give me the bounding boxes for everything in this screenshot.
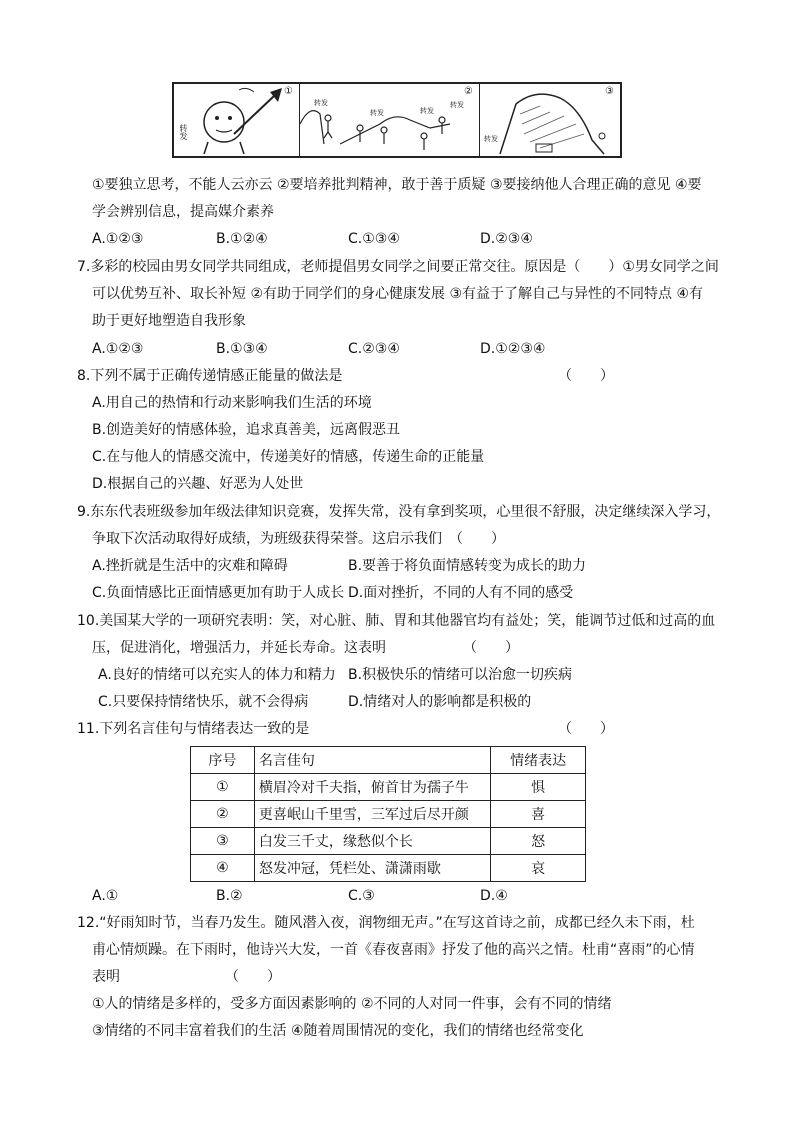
q7-stem-line-2: 可以优势互补、取长补短 ②有助于同学们的身心健康发展 ③有益于了解自己与异性的不同特点 ④有 [92, 286, 704, 302]
comic-caption: 转发 [484, 135, 498, 143]
q6-options-line-2: 学会辨别信息，提高媒介素养 [92, 204, 274, 220]
table-cell: 惧 [491, 774, 586, 801]
q9-stem-line-1: 9.东东代表班级参加年级法律知识竞赛，发挥失常，没有拿到奖项，心里很不舒服，决定继续深入学习， [77, 504, 721, 520]
panel-number: ② [464, 86, 473, 97]
q11-choice-d: D.④ [480, 888, 508, 904]
q7-choice-a: A.①②③ [92, 341, 144, 357]
q6-options-line-1: ①要独立思考，不能人云亦云 ②要培养批判精神，敢于善于质疑 ③要接纳他人合理正确的意见 ④要 [92, 177, 702, 193]
table-cell: 更喜岷山千里雪，三军过后尽开颜 [254, 801, 490, 828]
table-cell: 横眉冷对千夫指，俯首甘为孺子牛 [254, 774, 490, 801]
q6-choice-a: A.①②③ [92, 231, 144, 247]
big-mountain-drawing [480, 84, 618, 156]
q6-choice-c: C.①③④ [348, 231, 400, 247]
table-row [191, 855, 586, 882]
q8-answer-paren: （ ） [558, 368, 614, 384]
q12-stem-line-2: 甫心情烦躁。在下雨时，他诗兴大发，一首《春夜喜雨》抒发了他的高兴之情。杜甫“喜雨”的心情 [92, 942, 695, 958]
comic-caption: 转发 [420, 107, 434, 115]
q8-option-a: A.用自己的热情和行动来影响我们生活的环境 [92, 395, 372, 411]
q11-choice-a: A.① [92, 888, 119, 904]
q8-option-b: B.创造美好的情感体验，追求真善美，远离假恶丑 [92, 422, 401, 438]
q9-choice-d: D.面对挫折，不同的人有不同的感受 [348, 585, 574, 601]
table-cell: ② [191, 801, 255, 828]
q10-choice-b: B.积极快乐的情绪可以治愈一切疾病 [348, 667, 573, 683]
table-cell: 怒 [491, 828, 586, 855]
q12-statement-line-2: ③情绪的不同丰富着我们的生活 ④随着周围情况的变化，我们的情绪也经常变化 [92, 1023, 584, 1039]
person-with-shovel-drawing [174, 84, 298, 156]
q6-choice-d: D.②③④ [480, 231, 533, 247]
table-header: 名言佳句 [254, 747, 490, 774]
comic-caption: 转发 [370, 109, 384, 117]
q9-stem-line-2: 争取下次活动取得好成绩，为班级获得荣誉。这启示我们 （ ） [92, 531, 505, 547]
comic-panel-1 [174, 84, 300, 156]
table-header-row [191, 747, 586, 774]
comic-illustration [172, 82, 622, 158]
table-row [191, 828, 586, 855]
table-cell: 怒发冲冠，凭栏处、潇潇雨歇 [254, 855, 490, 882]
comic-caption: 转发 [450, 101, 464, 109]
q8-stem: 8.下列不属于正确传递情感正能量的做法是 [77, 368, 343, 384]
q11-choice-c: C.③ [348, 888, 375, 904]
panel-number: ① [284, 86, 293, 97]
comic-panel-2 [300, 84, 480, 156]
q7-choice-b: B.①③④ [216, 341, 268, 357]
q7-choice-c: C.②③④ [348, 341, 400, 357]
q11-choice-b: B.② [216, 888, 243, 904]
quotes-emotion-table [190, 746, 586, 882]
table-header: 情绪表达 [491, 747, 586, 774]
table-cell: 喜 [491, 801, 586, 828]
q10-choice-a: A.良好的情绪可以充实人的体力和精力 [98, 667, 336, 683]
table-cell: 白发三千丈，缘愁似个长 [254, 828, 490, 855]
crowd-on-hill-drawing [300, 84, 478, 156]
table-row [191, 801, 586, 828]
comic-caption: 转发 [179, 124, 188, 140]
comic-panel-3 [480, 84, 620, 156]
q7-stem-line-3: 助于更好地塑造自我形象 [92, 313, 246, 329]
q12-stem-line-1: 12.“好雨知时节，当春乃发生。随风潜入夜，润物细无声。”在写这首诗之前，成都已经久未下雨，杜 [77, 915, 695, 931]
q11-answer-paren: （ ） [558, 721, 614, 737]
comic-caption: 转发 [314, 99, 328, 107]
table-row [191, 774, 586, 801]
q12-statement-line-1: ①人的情绪是多样的，受多方面因素影响的 ②不同的人对同一件事，会有不同的情绪 [92, 996, 612, 1012]
q9-choice-a: A.挫折就是生活中的灾难和障碍 [92, 558, 288, 574]
q10-choice-d: D.情绪对人的影响都是积极的 [348, 694, 532, 710]
q10-stem-line-2: 压，促进消化，增强活力，并延长寿命。这表明 （ ） [92, 640, 519, 656]
q7-choice-d: D.①②③④ [480, 341, 546, 357]
q8-option-d: D.根据自己的兴趣、好恶为人处世 [92, 476, 304, 492]
panel-number: ③ [605, 86, 614, 97]
table-cell: ④ [191, 855, 255, 882]
q9-choice-c: C.负面情感比正面情感更加有助于人成长 [92, 585, 345, 601]
table-cell: ① [191, 774, 255, 801]
q8-option-c: C.在与他人的情感交流中，传递美好的情感，传递生命的正能量 [92, 449, 485, 465]
q9-choice-b: B.要善于将负面情感转变为成长的助力 [348, 558, 587, 574]
q12-stem-line-3: 表明 （ ） [92, 969, 281, 985]
q10-stem-line-1: 10.美国某大学的一项研究表明：笑，对心脏、肺、胃和其他器官均有益处；笑，能调节过低和过高的血 [77, 613, 716, 629]
q6-choice-b: B.①②④ [216, 231, 268, 247]
table-header: 序号 [191, 747, 255, 774]
q10-choice-c: C.只要保持情绪快乐，就不会得病 [98, 694, 309, 710]
q7-stem-line-1: 7.多彩的校园由男女同学共同组成，老师提倡男女同学之间要正常交往。原因是（ ）①男女同学之间 [77, 259, 719, 275]
table-cell: 哀 [491, 855, 586, 882]
q11-stem: 11.下列名言佳句与情绪表达一致的是 [77, 721, 310, 737]
table-cell: ③ [191, 828, 255, 855]
